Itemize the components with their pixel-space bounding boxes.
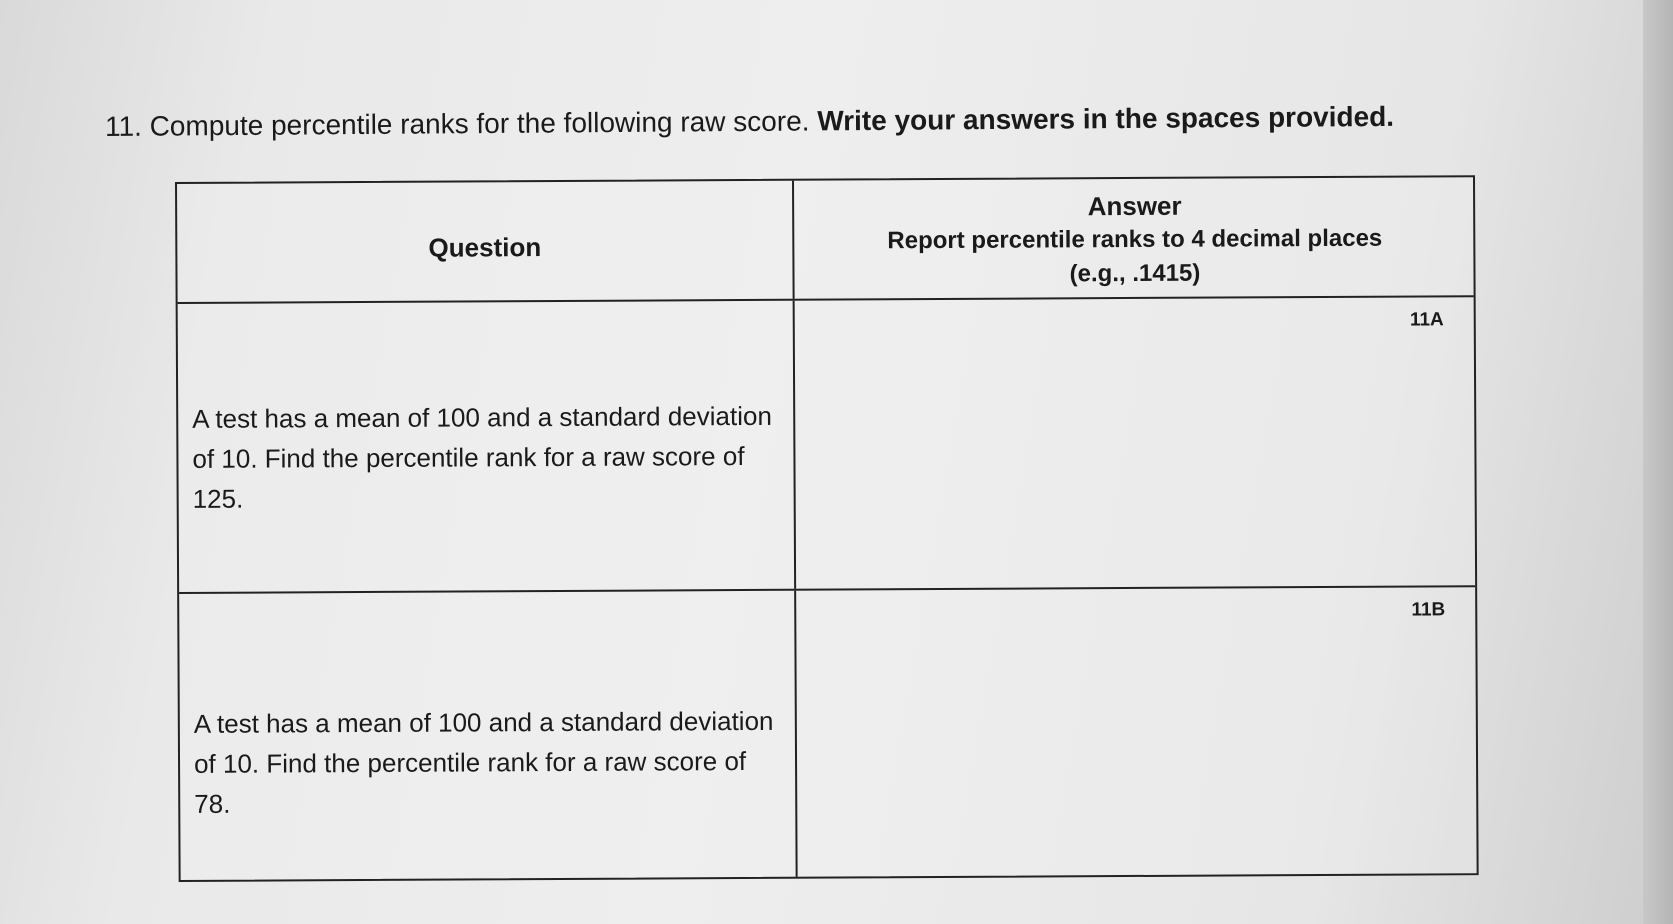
answer-cell [795, 297, 1477, 589]
table-row [179, 587, 1476, 880]
header-question-label: Question [428, 232, 542, 263]
answer-space-11a[interactable] [815, 357, 1457, 568]
question-heading [105, 99, 1555, 144]
question-text: A test has a mean of 100 and a standard deviation of 10. Find the percentile rank for a raw score of 125. [192, 400, 772, 514]
paper-edge [1643, 0, 1673, 924]
answer-label: 11B [1411, 599, 1446, 621]
header-answer-example: (e.g., .1415) [1069, 259, 1201, 288]
question-text: A test has a mean of 100 and a standard deviation of 10. Find the percentile rank for a raw score of 78. [193, 705, 774, 819]
table-header-row [177, 177, 1474, 304]
question-instruction: Write your answers in the spaces provided. [817, 100, 1395, 137]
header-question-cell [177, 181, 793, 302]
answer-label: 11A [1409, 309, 1444, 331]
header-answer-title: Answer [1087, 190, 1182, 222]
answer-cell [796, 587, 1478, 877]
question-cell [179, 591, 795, 880]
answer-space-11b[interactable] [816, 647, 1458, 856]
header-answer-cell [794, 177, 1476, 299]
question-cell [178, 301, 794, 592]
table-row [178, 297, 1476, 594]
question-prompt: Compute percentile ranks for the following raw score. [149, 105, 810, 142]
answer-table [175, 175, 1479, 882]
header-answer-block [794, 187, 1476, 293]
question-number: 11. [104, 110, 142, 142]
header-answer-subtitle: Report percentile ranks to 4 decimal places [887, 224, 1383, 255]
